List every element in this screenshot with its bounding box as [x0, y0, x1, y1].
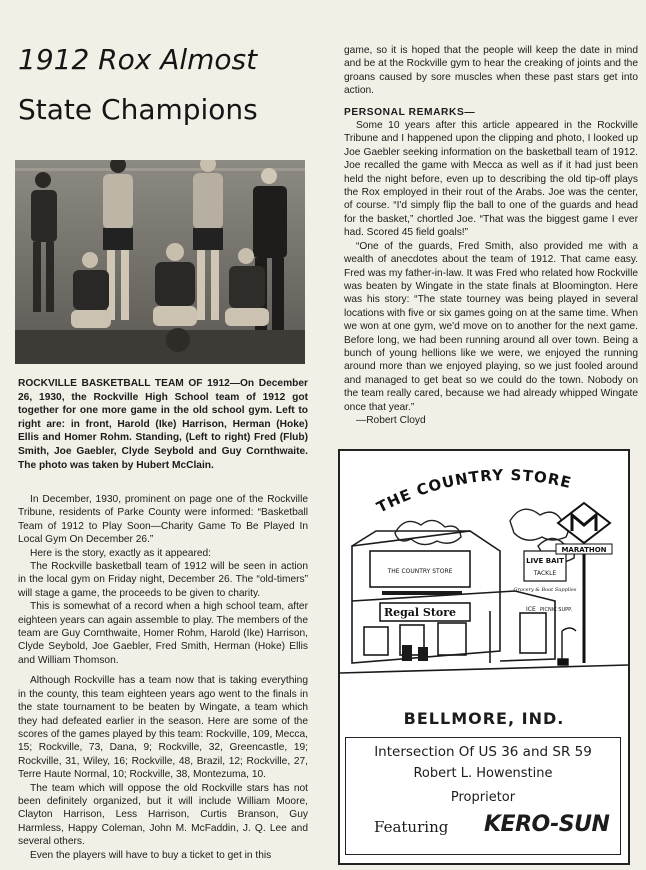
town-name: BELLMORE, IND. — [403, 709, 565, 728]
author-signature: —Robert Cloyd — [356, 414, 426, 426]
tackle-sign: TACKLE — [533, 570, 557, 577]
store-drawing — [340, 451, 628, 737]
country-store-advertisement — [338, 449, 630, 865]
intersection-text: Intersection Of US 36 and SR 59 — [374, 744, 592, 760]
headline-line-1: 1912 Rox Almost — [18, 43, 258, 76]
kero-sun-logo: KERO-SUN — [484, 812, 610, 837]
article-left-column — [18, 493, 308, 862]
headline-line-2: State Champions — [18, 93, 258, 126]
article-paragraph: Here is the story, exactly as it appeared: — [30, 547, 212, 559]
live-bait-sign: LIVE BAIT — [526, 557, 564, 565]
article-paragraph: In December, 1930, prominent on page one of the Rockville Tribune, residents of Parke County were informed: “Basketball Team of 1912 to Play Soon—Charity Game To Be Played In Local Gym On December 26.” — [18, 494, 308, 546]
owner-role: Proprietor — [450, 790, 516, 805]
grocery-sign: Grocery & Boat Supplies — [513, 587, 577, 593]
picnic-sign: PICNIC SUPP. — [540, 607, 572, 613]
regal-store-sign: Regal Store — [383, 606, 457, 619]
article-right-column — [344, 44, 638, 427]
upper-store-sign: THE COUNTRY STORE — [387, 568, 453, 575]
remarks-paragraph: “One of the guards, Fred Smith, also provided me with a wealth of anecdotes about the team of 1912. That came easy. Fred was my father-in-law. It was Fred who related how Rockville was beaten by Wingate in the state finals at Bloomington. Here was his story: “The state tourney was being played in several locations with five or six games going on at the same time. When we won at one gym, we'd move on to another for the next game. Before long, we had been running around all over town. Being a bunch of young hellions like we were, we enjoyed the running around more than we enjoyed playing, so we just fooled around and managed to get beat so we could do the town. Nobody on the team really cared, because we had already whipped Wingate once that year.” — [344, 240, 638, 413]
store-info-box — [345, 737, 621, 855]
featuring-label: Featuring — [374, 818, 449, 836]
caption-text: —On December 26, 1930, the Rockville High School team of 1912 got together for one more game in the old school gym. Left to right are: in front, Harold (Ike) Harrison, Herman (Hoke) Ellis and Homer Rohm. Standing, (Left to right) Fred (Flub) Smith, Joe Gaebler, Clyde Seybold and Guy Cornthwaite. The photo was taken by Hubert McClain. — [18, 378, 308, 471]
team-photo — [15, 160, 305, 364]
owner-name: Robert L. Howenstine — [413, 766, 553, 781]
article-paragraph: This is somewhat of a record when a high school team, after eighteen years can again assemble to play. The members of the team are Guy Cornthwaite, Homer Rohm, Harold (Ike) Harrison, Clyde Seybold, Joe Gaebler, Fred Smith, Herman (Hoke) Ellis and William Thomson. — [18, 601, 308, 666]
ice-sign: ICE — [526, 606, 536, 613]
article-paragraph: The team which will oppose the old Rockville stars has not been definitely organized, but it will include William Moore, Clayton Harrison, Less Harrison, Curtis Branson, Guy Harmless, Happy Coleman, John M. McFaddin, J. Q. Lee and several others. — [18, 782, 308, 848]
article-paragraph: Although Rockville has a team now that is taking everything in the county, this team eighteen years ago went to the finals in the state tournament to be beaten by Wingate, a team which they had defeated earlier in the season. Here are some of the scores of the games played by this team: Rockville, 109, Mecca, 15; Rockville, 73, Dana, 9; Rockville, 32, Greencastle, 19; Rockville, 31, Wiley, 16; Rockville, 48, Brazil, 12; Rockville, 27, Terre Haute Normal, 10; Rockville, 38, Montezuma, 10. — [18, 675, 308, 781]
article-paragraph: The Rockville basketball team of 1912 will be seen in action in the local gym on Friday night, December 26. The “old-timers” will stage a game, the proceeds to be given to charity. — [18, 561, 308, 599]
remarks-paragraph: Some 10 years after this article appeared in the Rockville Tribune and I happened upon the clipping and photo, I looked up Joe Gaebler seeking information on the basketball team of 1912. Joe recalled the game with Mecca as well as if it had just been held the night before, even up to describing the old tip-off plays the Rox employed in their rout of the Arabs. Joe was the center, of course. “I'd simply flip the ball to one of the guards and head for the basket,” chortled Joe. “That was the biggest game I ever had. Scored 45 field goals!” — [344, 120, 638, 239]
store-name-arc: THE COUNTRY STORE — [373, 465, 574, 517]
article-continuation: game, so it is hoped that the people will keep the date in mind and be at the Rockville gym to hear the creaking of joints and the groans caused by sore muscles when these past stars get into action. — [344, 45, 638, 97]
section-heading: PERSONAL REMARKS— — [344, 106, 476, 118]
marathon-sign: MARATHON — [561, 546, 607, 554]
photo-caption — [18, 377, 308, 472]
svg-text:THE COUNTRY STORE — [374, 466, 574, 517]
store-illustration — [340, 451, 628, 737]
caption-lead: ROCKVILLE BASKETBALL TEAM OF 1912 — [18, 378, 230, 389]
article-paragraph: Even the players will have to buy a ticket to get in this — [30, 849, 272, 861]
